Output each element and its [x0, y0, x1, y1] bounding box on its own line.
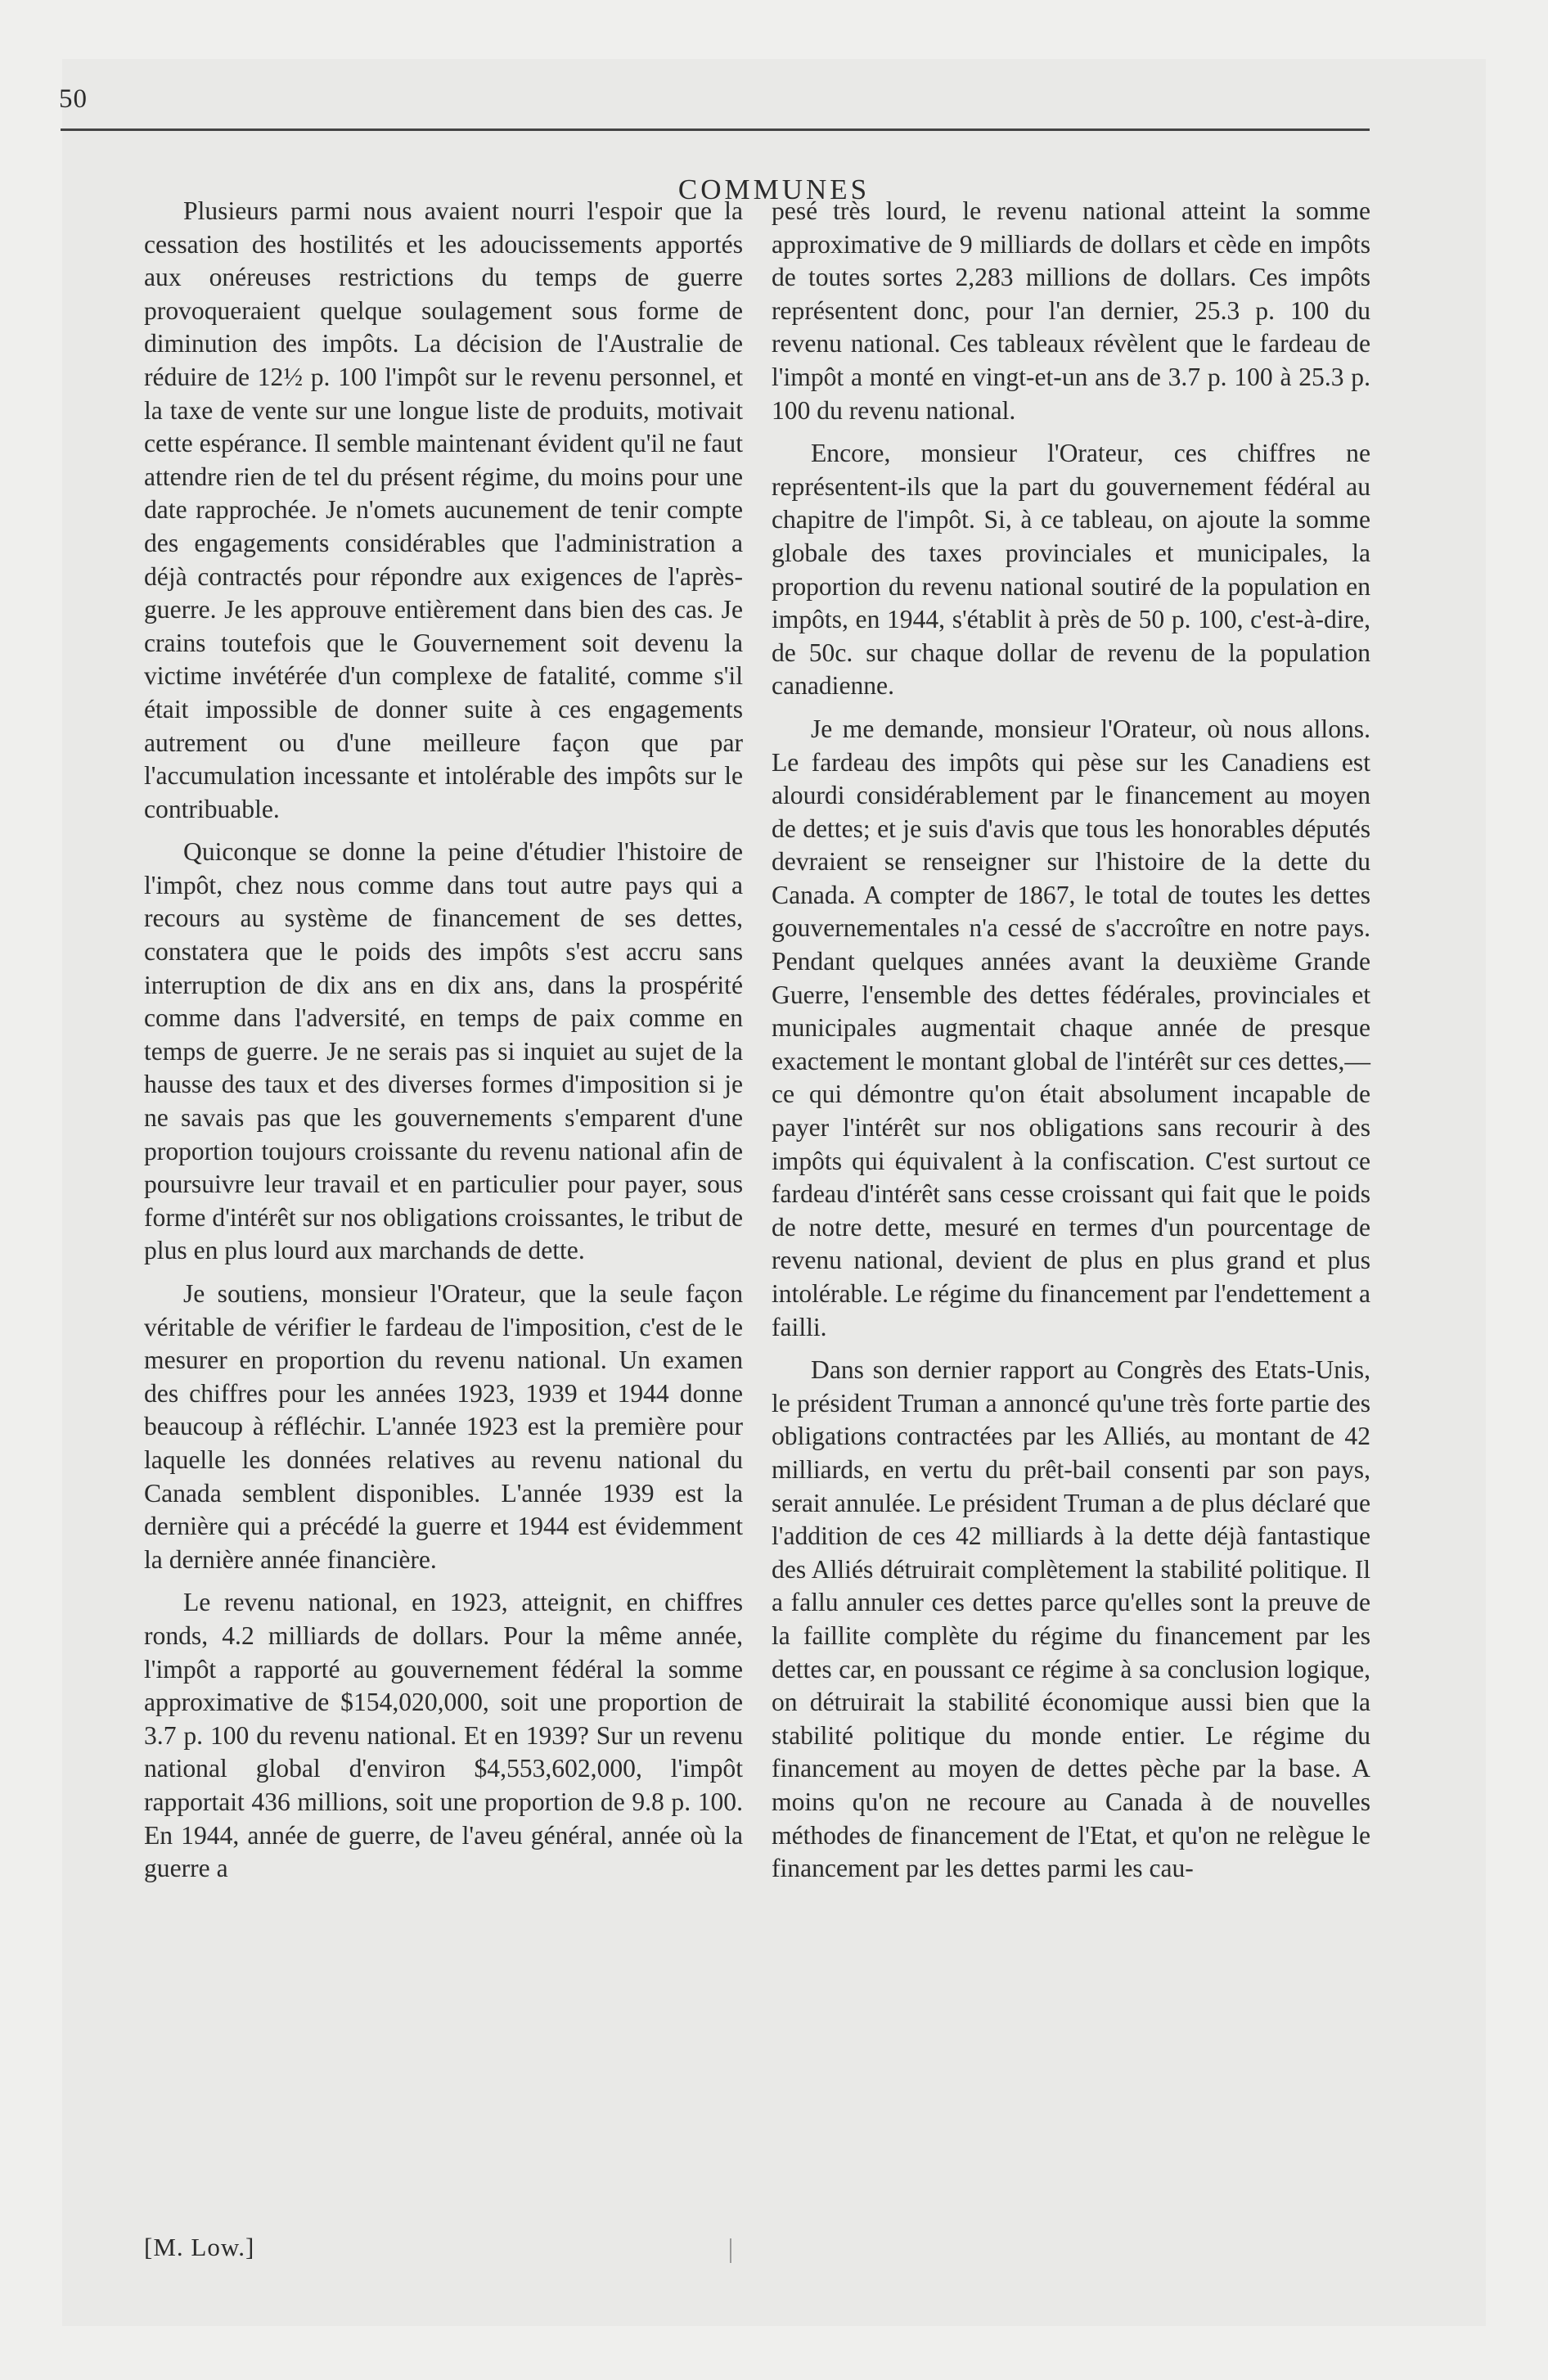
- paragraph: Plusieurs parmi nous avaient nourri l'espoir que la cessation des hostilités et les adoucissements apportés aux onéreuses restrictions du temps de guerre provoqueraient quelque soulagement sous forme de diminution des impôts. La décision de l'Australie de réduire de 12½ p. 100 l'impôt sur le revenu personnel, et la taxe de vente sur une longue liste de produits, motivait cette espérance. Il semble maintenant évident qu'il ne faut attendre rien de tel du présent régime, du moins pour une date rapprochée. Je n'omets aucunement de tenir compte des engagements considérables que l'administration a déjà contractés pour répondre aux exigences de l'après-guerre. Je les approuve entièrement dans bien des cas. Je crains toutefois que le Gouvernement soit devenu la victime invétérée d'un complexe de fatalité, comme s'il était impossible de donner suite à ces engagements autrement ou d'une meilleure façon que par l'accumulation incessante et intolérable des impôts sur le contribuable.: [144, 196, 743, 823]
- gutter-mark: [730, 2238, 731, 2263]
- page-number: 50: [59, 84, 88, 114]
- speaker-reference: [M. Low.]: [144, 2233, 255, 2261]
- paragraph: Le revenu national, en 1923, atteignit, en chiffres ronds, 4.2 milliards de dollars. Pour la même année, l'impôt a rapporté au gouvernement fédéral la somme approximative de $154,020,000, soit une proportion de 3.7 p. 100 du revenu national. Et en 1939? Sur un revenu national global d'environ $4,553,602,000, l'impôt rapportait 436 millions, soit une proportion de 9.8 p. 100. En 1944, année de guerre, de l'aveu général, année où la guerre a: [144, 1588, 743, 1883]
- paragraph: Dans son dernier rapport au Congrès des Etats-Unis, le président Truman a annoncé qu'une très forte partie des obligations contractées par les Alliés, au montant de 42 milliards, en vertu du prêt-bail consenti par son pays, serait annulée. Le président Truman a de plus déclaré que l'addition de ces 42 milliards à la dette déjà fantastique des Alliés détruirait complètement la stabilité politique. Il a fallu annuler ces dettes parce qu'elles sont la preuve de la faillite complète du régime du financement par les dettes car, en poussant ce régime à sa conclusion logique, on détruirait la stabilité économique aussi bien que la stabilité politique du monde entier. Le régime du financement au moyen de dettes pèche par la base. A moins qu'on ne recoure au Canada à de nouvelles méthodes de financement de l'Etat, et qu'on ne relègue le financement par les dettes parmi les cau-: [772, 1355, 1370, 1883]
- paragraph: Quiconque se donne la peine d'étudier l'histoire de l'impôt, chez nous comme dans tout autre pays qui a recours au système de financement de ses dettes, constatera que le poids des impôts s'est accru sans interruption de dix ans en dix ans, dans la prospérité comme dans l'adversité, en temps de paix comme en temps de guerre. Je ne serais pas si inquiet au sujet de la hausse des taux et des diverses formes d'imposition si je ne savais pas que les gouvernements s'emparent d'une proportion toujours croissante du revenu national afin de poursuivre leur travail et en particulier pour payer, sous forme d'intérêt sur nos obligations croissantes, le tribut de plus en plus lourd aux marchands de dette.: [144, 837, 743, 1265]
- header-rule: [61, 128, 1370, 131]
- paragraph: Je me demande, monsieur l'Orateur, où nous allons. Le fardeau des impôts qui pèse sur les Canadiens est alourdi considérablement par le financement au moyen de dettes; et je suis d'avis que tous les honorables députés devraient se renseigner sur l'histoire de la dette du Canada. A compter de 1867, le total de toutes les dettes gouvernementales n'a cessé de s'accroître en notre pays. Pendant quelques années avant la deuxième Grande Guerre, l'ensemble des dettes fédérales, provinciales et municipales augmentait chaque année de presque exactement le montant global de l'intérêt sur ces dettes,—ce qui démontre qu'on était absolument incapable de payer l'intérêt sur nos obligations sans recourir à des impôts qui équivalent à la confiscation. C'est surtout ce fardeau d'intérêt sans cesse croissant qui fait que le poids de notre dette, mesuré en termes d'un pourcentage de revenu national, devient de plus en plus grand et plus intolérable. Le régime du financement par l'endettement a failli.: [772, 714, 1370, 1341]
- paragraph: Je soutiens, monsieur l'Orateur, que la seule façon véritable de vérifier le fardeau de l'imposition, c'est de le mesurer en proportion du revenu national. Un examen des chiffres pour les années 1923, 1939 et 1944 donne beaucoup à réfléchir. L'année 1923 est la première pour laquelle les données relatives au revenu national du Canada semblent disponibles. L'année 1939 est la dernière qui a précédé la guerre et 1944 est évidemment la dernière année financière.: [144, 1279, 743, 1574]
- page-header: [88, 92, 1460, 205]
- right-column: [772, 195, 1370, 1895]
- running-head: COMMUNES: [677, 174, 871, 205]
- left-column: [144, 195, 743, 1895]
- paragraph: Encore, monsieur l'Orateur, ces chiffres ne représentent-ils que la part du gouvernement fédéral au chapitre de l'impôt. Si, à ce tableau, on ajoute la somme globale des taxes provinciales et municipales, la proportion du revenu national soutiré de la population en impôts, en 1944, s'établit à près de 50 p. 100, c'est-à-dire, de 50c. sur chaque dollar de revenu de la population canadienne.: [772, 439, 1370, 701]
- paragraph: pesé très lourd, le revenu national atteint la somme approximative de 9 milliards de dollars et cède en impôts de toutes sortes 2,283 millions de dollars. Ces impôts représentent donc, pour l'an dernier, 25.3 p. 100 du revenu national. Ces tableaux révèlent que le fardeau de l'impôt a monté en vingt-et-un ans de 3.7 p. 100 à 25.3 p. 100 du revenu national.: [772, 196, 1370, 425]
